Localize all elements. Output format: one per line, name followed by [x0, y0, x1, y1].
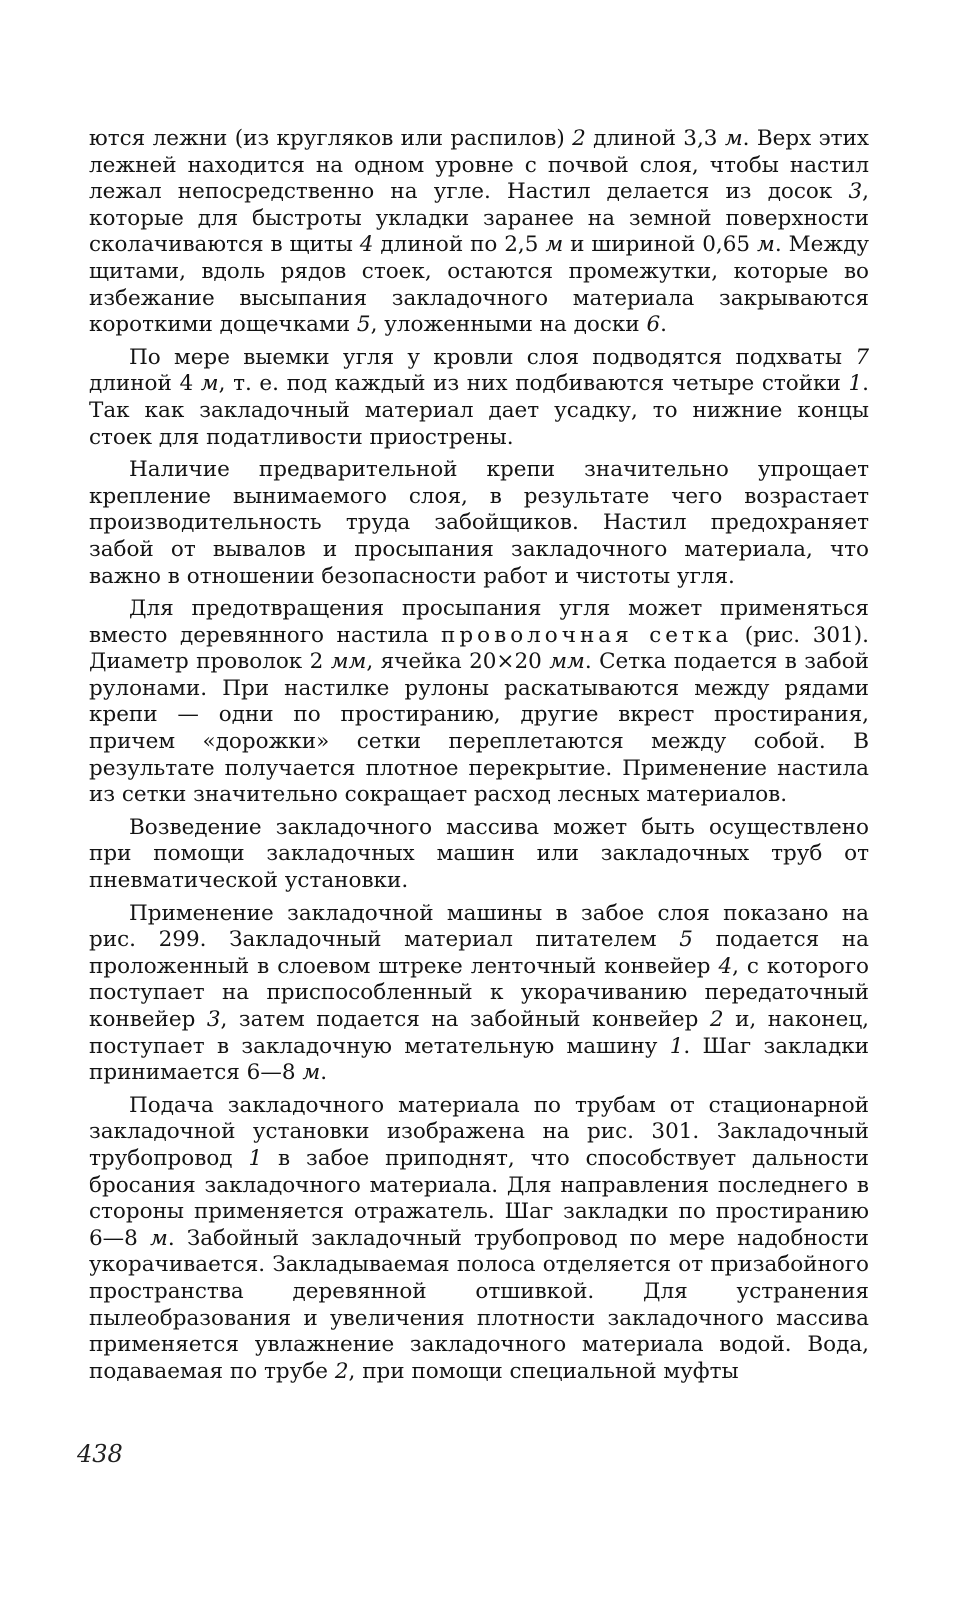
text-segment: м [150, 1225, 168, 1251]
text-segment: По мере выемки угля у кровли слоя подводятся подхваты [129, 344, 856, 370]
text-segment: 6 [646, 312, 661, 338]
text-segment: м [757, 232, 775, 258]
text-segment: м [545, 232, 564, 258]
text-segment: . Между щитами, вдоль рядов стоек, остаются промежутки, которые во избежание высыпания закладочного материала закрываются короткими дощечками [89, 232, 869, 338]
text-segment: , при помощи специальной муфты [348, 1358, 739, 1384]
text-segment: 1 [248, 1145, 263, 1171]
text-segment: в забое приподнят, что способствует дальности бросания закладочного материала. Для направления последнего в стороны применяется отражатель. Шаг закладки по простиранию 6—8 [89, 1145, 869, 1251]
text-segment: Подача закладочного материала по трубам от стационарной закладочной установки изображена на рис. 301. Закладочный трубопровод [89, 1092, 869, 1171]
text-segment: Возведение закладочного массива может быть осуществлено при помощи закладочных машин или закладочных труб от пневматической установки. [89, 814, 869, 894]
text-segment: 2 [572, 126, 586, 151]
text-segment: . Забойный закладочный трубопровод по мере надобности укорачивается. Закладываемая полоса отделяется от призабойного пространства деревянной отшивкой. Для устранения пылеобразования и увеличения плотности закладочного массива применяется увлажнение закладочного материала водой. Вода, подаваемая по трубе [89, 1225, 869, 1384]
text-segment: , которые для быстроты укладки заранее на земной поверхности сколачиваются в щиты [89, 179, 869, 258]
text-segment: 1 [669, 1033, 684, 1059]
page-body [89, 126, 869, 1391]
text-segment: мм [549, 649, 585, 675]
text-segment: 7 [855, 344, 869, 370]
text-segment: , т. е. под каждый из них подбиваются четыре стойки [218, 371, 849, 397]
text-segment: , уложенными на доски [370, 312, 647, 338]
page-number: 438 [77, 1440, 123, 1468]
text-segment: мм [330, 649, 367, 675]
text-segment: . [320, 1060, 328, 1086]
text-segment: 2 [334, 1358, 349, 1384]
text-segment: . Сетка подается в забой рулонами. При настилке рулоны раскатываются между рядами крепи — одни по простиранию, другие вкрест простирания, причем «дорожки» сетки переплетаются между собой. В результате получается плотное перекрытие. Применение настила из сетки значительно сокращает расход лесных материалов. [89, 649, 869, 808]
text-segment: 4 [359, 232, 374, 258]
text-segment: длиной 3,3 [585, 126, 725, 151]
text-segment: Для предотвращения просыпания угля может применяться вместо деревянного настила [89, 596, 869, 648]
text-segment: , с которого поступает на приспособленный к укорачиванию передаточный конвейер [89, 953, 869, 1032]
text-segment: 5 [356, 312, 371, 338]
text-segment: ются лежни (из кругляков или распилов) [89, 126, 573, 151]
text-segment: 4 [718, 953, 733, 979]
text-segment: длиной по 2,5 [373, 232, 546, 258]
text-segment: Наличие предварительной крепи значительно упрощает крепление вынимаемого слоя, в результате чего возрастает производительность труда забойщиков. Настил предохраняет забой от вывалов и просыпания закладочного материала, что важно в отношении безопасности работ и чистоты угля. [89, 457, 869, 589]
text-segment: длиной 4 [89, 371, 201, 397]
text-segment: подается на проложенный в слоевом штреке ленточный конвейер [89, 927, 869, 979]
text-segment: , затем подается на забойный конвейер [220, 1007, 710, 1032]
text-segment: 2 [709, 1007, 724, 1032]
text-segment: (рис. 301). Диаметр проволок 2 [89, 622, 869, 675]
paragraph-4 [89, 596, 869, 809]
text-segment: и шириной 0,65 [563, 232, 758, 258]
paragraph-7 [89, 1093, 869, 1386]
text-segment: м [200, 371, 219, 397]
text-segment: . Так как закладочный материал дает усадку, то нижние концы стоек для податливости приострены. [89, 371, 869, 450]
paragraph-3 [89, 457, 869, 590]
paragraph-1 [89, 126, 869, 339]
text-segment: 5 [679, 927, 693, 953]
text-segment: . Шаг закладки принимается 6—8 [89, 1033, 869, 1086]
text-segment: проволочная сетка [441, 622, 733, 648]
text-segment: , ячейка 20×20 [366, 649, 550, 675]
paragraph-5 [89, 815, 869, 895]
text-segment: . [660, 312, 667, 338]
text-segment: . Верх этих лежней находится на одном уровне с почвой слоя, чтобы настил лежал непосредственно на угле. Настил делается из досок [89, 126, 869, 205]
text-segment: Применение закладочной машины в забое слоя показано на рис. 299. Закладочный материал питателем [89, 900, 869, 953]
text-segment: и, наконец, поступает в закладочную метательную машину [89, 1007, 869, 1059]
text-segment: 3 [206, 1007, 221, 1032]
text-segment: 1 [848, 371, 863, 397]
text-segment: м [724, 126, 743, 151]
paragraph-6 [89, 901, 869, 1087]
paragraph-2 [89, 345, 869, 451]
text-segment: м [302, 1060, 321, 1086]
text-segment: 3 [848, 179, 863, 205]
